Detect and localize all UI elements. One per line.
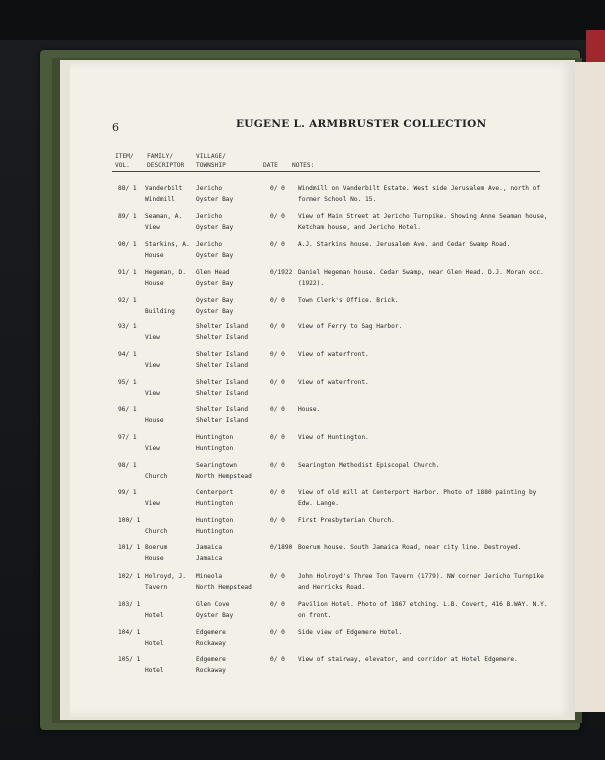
date-cell: 0/ 0 [270,629,285,636]
village-township: Huntington Huntington [196,434,234,452]
date-cell: 0/ 0 [270,573,285,580]
family-descriptor: View [145,361,160,369]
village-township: Mineola North Hempstead [196,573,252,591]
village-township: Glen Cove Oyster Bay [196,601,234,619]
village-township: Searingtown North Hempstead [196,462,252,480]
village-township: Edgemere Rockaway [196,629,226,647]
notes-cell: View of Ferry to Sag Harbor. [298,323,403,330]
notes-cell: Searington Methodist Episcopal Church. [298,462,440,469]
family-descriptor: Church [145,472,168,480]
page-title: EUGENE L. ARMBRUSTER COLLECTION [236,118,487,130]
family-descriptor: Vanderbilt Windmill [145,185,183,203]
notes-cell: View of Huntington. [298,434,369,441]
header-notes: NOTES: [292,162,315,169]
family-descriptor: Seaman, A. View [145,213,183,231]
family-descriptor: Hegeman, D. House [145,269,186,287]
red-bookmark-tab [586,30,605,66]
notes-cell: Town Clerk's Office. Brick. [298,297,399,304]
date-cell: 0/ 0 [270,185,285,192]
family-descriptor: View [145,444,160,452]
date-cell: 0/ 0 [270,406,285,413]
top-shadow [0,0,605,40]
item-volume: 105/ 1 [118,656,141,663]
date-cell: 0/ 0 [270,241,285,248]
item-volume: 104/ 1 [118,629,141,636]
item-volume: 89/ 1 [118,213,137,220]
notes-cell: Windmill on Vanderbilt Estate. West side Jerusalem Ave., north of former School No. 15. [298,185,541,203]
date-cell: 0/ 0 [270,601,285,608]
date-cell: 0/ 0 [270,297,285,304]
village-township: Huntington Huntington [196,517,234,535]
village-township: Centerport Huntington [196,489,234,507]
village-township: Shelter Island Shelter Island [196,406,249,424]
village-township: Edgemere Rockaway [196,656,226,674]
item-volume: 91/ 1 [118,269,137,276]
item-volume: 102/ 1 [118,573,141,580]
family-descriptor: Church [145,527,168,535]
family-descriptor: View [145,499,160,507]
date-cell: 0/ 0 [270,434,285,441]
village-township: Shelter Island Shelter Island [196,323,249,341]
item-volume: 95/ 1 [118,379,137,386]
item-volume: 103/ 1 [118,601,141,608]
item-volume: 96/ 1 [118,406,137,413]
family-descriptor: House [145,416,164,424]
family-descriptor: Holroyd, J. Tavern [145,573,186,591]
date-cell: 0/1922 [270,269,293,276]
village-township: Jericho Oyster Bay [196,241,234,259]
item-volume: 88/ 1 [118,185,137,192]
family-descriptor: View [145,389,160,397]
notes-cell: View of waterfront. [298,351,369,358]
page-number: 6 [112,121,119,134]
notes-cell: View of Main Street at Jericho Turnpike. Showing Anne Seaman house, Ketcham house, and Jericho Hotel. [298,213,548,231]
notes-cell: Side view of Edgemere Hotel. [298,629,403,636]
header-village: VILLAGE/ TOWNSHIP [196,153,226,169]
notes-cell: Boerum house. South Jamaica Road, near city line. Destroyed. [298,544,522,551]
notes-cell: First Presbyterian Church. [298,517,395,524]
village-township: Glen Head Oyster Bay [196,269,234,287]
date-cell: 0/ 0 [270,517,285,524]
family-descriptor: Starkins, A. House [145,241,190,259]
village-township: Shelter Island Shelter Island [196,351,249,369]
header-rule [112,171,540,172]
header-family: FAMILY/ DESCRIPTOR [147,153,185,169]
date-cell: 0/ 0 [270,351,285,358]
item-volume: 101/ 1 [118,544,141,551]
family-descriptor: Hotel [145,611,164,619]
notes-cell: View of stairway, elevator, and corridor at Hotel Edgemere. [298,656,518,663]
notes-cell: John Holroyd's Three Ton Tavern (1779). NW corner Jericho Turnpike and Herricks Road. [298,573,544,591]
village-township: Shelter Island Shelter Island [196,379,249,397]
family-descriptor: Hotel [145,666,164,674]
date-cell: 0/ 0 [270,489,285,496]
header-item: ITEM/ VOL. [115,153,134,169]
family-descriptor: View [145,333,160,341]
item-volume: 94/ 1 [118,351,137,358]
notes-cell: View of waterfront. [298,379,369,386]
date-cell: 0/ 0 [270,213,285,220]
notes-cell: Pavilion Hotel. Photo of 1867 etching. L.B. Covert, 416 B.WAY. N.Y. on front. [298,601,548,619]
date-cell: 0/1890 [270,544,293,551]
item-volume: 92/ 1 [118,297,137,304]
notes-cell: House. [298,406,321,413]
date-cell: 0/ 0 [270,323,285,330]
village-township: Jamaica Jamaica [196,544,223,562]
family-descriptor: Building [145,307,175,315]
village-township: Oyster Bay Oyster Bay [196,297,234,315]
notes-cell: A.J. Starkins house. Jerusalem Ave. and Cedar Swamp Road. [298,241,511,248]
date-cell: 0/ 0 [270,462,285,469]
item-volume: 90/ 1 [118,241,137,248]
family-descriptor: Boerum House [145,544,168,562]
village-township: Jericho Oyster Bay [196,213,234,231]
item-volume: 97/ 1 [118,434,137,441]
item-volume: 98/ 1 [118,462,137,469]
header-date: DATE [263,162,278,169]
item-volume: 93/ 1 [118,323,137,330]
notes-cell: View of old mill at Centerport Harbor. Photo of 1880 painting by Edw. Lange. [298,489,537,507]
date-cell: 0/ 0 [270,656,285,663]
village-township: Jericho Oyster Bay [196,185,234,203]
item-volume: 99/ 1 [118,489,137,496]
date-cell: 0/ 0 [270,379,285,386]
notes-cell: Daniel Hegeman house. Cedar Swamp, near Glen Head. D.J. Moran occ. (1922). [298,269,544,287]
family-descriptor: Hotel [145,639,164,647]
item-volume: 100/ 1 [118,517,141,524]
